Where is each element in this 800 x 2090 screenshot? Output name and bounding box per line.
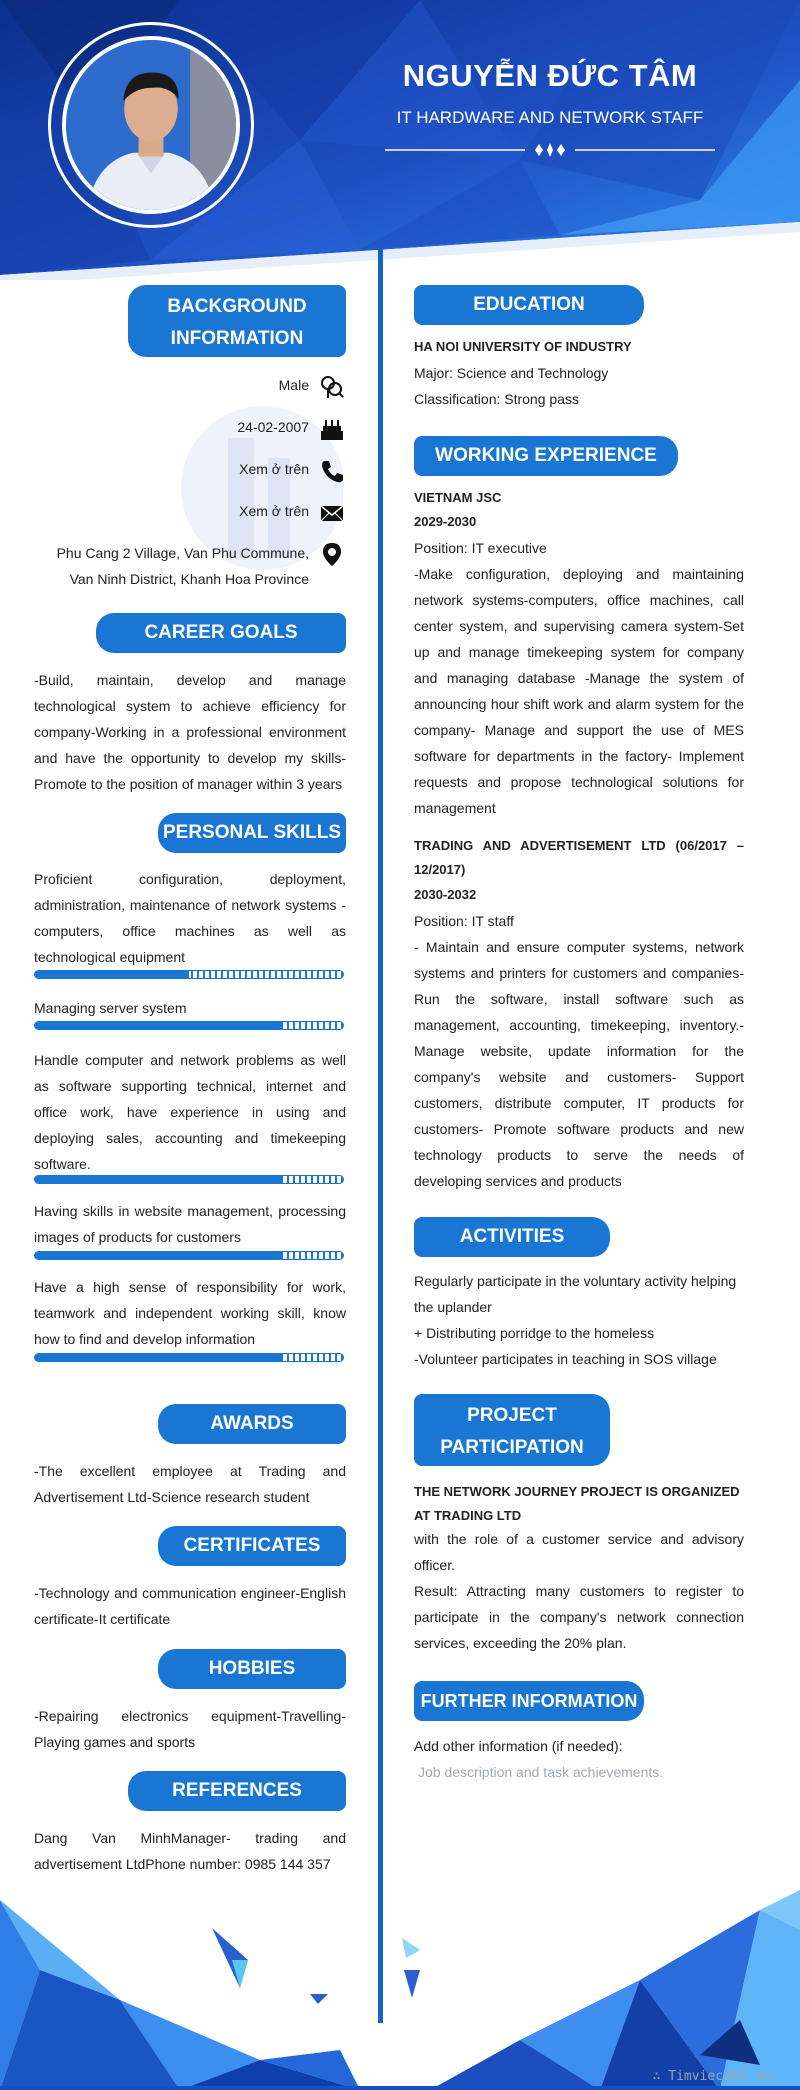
activity-item: Regularly participate in the voluntary activity helping the uplander	[414, 1273, 737, 1315]
hobbies-text: -Repairing electronics equipment-Travelling-Playing games and sports	[34, 1708, 346, 1750]
address-line-2: Van Ninh District, Khanh Hoa Province	[69, 571, 309, 587]
project-title: THE NETWORK JOURNEY PROJECT IS ORGANIZED AT TRADING LTD	[414, 1484, 740, 1523]
references-text: Dang Van MinhManager- trading and advertisement LtdPhone number: 0985 144 357	[34, 1830, 346, 1872]
info-email	[40, 498, 345, 528]
section-header-label: BACKGROUND	[167, 296, 307, 317]
info-phone	[40, 456, 345, 486]
skill-text: Having skills in website management, processing images of products for customers	[34, 1203, 346, 1245]
section-header-label: INFORMATION	[170, 328, 304, 349]
column-divider	[378, 248, 383, 2023]
experience-position: Position: IT staff	[414, 913, 514, 929]
skill-bar	[34, 1175, 344, 1184]
envelope-icon	[319, 500, 345, 526]
education-classification: Classification: Strong pass	[414, 391, 579, 407]
candidate-name: NGUYỄN ĐỨC TÂM	[402, 58, 698, 93]
profile-photo	[62, 36, 240, 214]
location-pin-icon	[319, 542, 345, 568]
section-header-label: PROJECT	[467, 1405, 557, 1426]
skill-bar	[34, 1251, 344, 1260]
email-value: Xem ở trên	[239, 503, 309, 519]
section-header-label: PARTICIPATION	[440, 1437, 584, 1458]
further-info-label: Add other information (if needed):	[414, 1738, 623, 1754]
section-header-project-participation	[414, 1394, 610, 1466]
address-line-1: Phu Cang 2 Village, Van Phu Commune,	[56, 545, 309, 561]
skill-text: Have a high sense of responsibility for work, teamwork and independent working skill, know how to find and develop information	[34, 1279, 346, 1347]
experience-period: 2029-2030	[414, 514, 477, 529]
education-school: HA NOI UNIVERSITY OF INDUSTRY	[414, 339, 632, 354]
skill-text: Proficient configuration, deployment, administration, maintenance of network systems - computers, office machines as well as technological equipment	[34, 871, 346, 965]
info-gender	[40, 372, 345, 402]
info-birthday	[40, 414, 345, 444]
section-header-education: EDUCATION	[414, 285, 644, 325]
skill-bar	[34, 970, 344, 979]
birthday-value: 24-02-2007	[237, 419, 309, 435]
skill-bar-fill	[35, 1354, 281, 1361]
section-header-activities: ACTIVITIES	[414, 1217, 610, 1257]
section-header-hobbies: HOBBIES	[158, 1649, 346, 1689]
awards-text: -The excellent employee at Trading and Advertisement Ltd-Science research student	[34, 1463, 346, 1505]
gender-icon	[319, 374, 345, 400]
section-header-awards: AWARDS	[158, 1404, 346, 1444]
experience-period: 2030-2032	[414, 887, 477, 902]
experience-description: -Make configuration, deploying and maintaining network systems-computers, office machines, call center system, and supervising camera system-Set up and manage timekeeping system for company and managing database -Manage the system of announcing hour shift work and alarm system for the company- Manage and support the use of MES software for departments in the factory- Implement requests and propose technological solutions for management	[414, 566, 744, 816]
further-info-placeholder[interactable]: Job description and task achievements.	[418, 1764, 664, 1780]
info-address	[40, 540, 345, 596]
phone-value: Xem ở trên	[239, 461, 309, 477]
section-header-certificates: CERTIFICATES	[158, 1526, 346, 1566]
birthday-cake-icon	[319, 416, 345, 442]
site-watermark: ∴ Timviec365.vn	[652, 2069, 770, 2084]
project-role: with the role of a customer service and advisory officer.	[414, 1531, 744, 1573]
experience-position: Position: IT executive	[414, 540, 547, 556]
experience-company: TRADING AND ADVERTISEMENT LTD (06/2017 – 12/2017)	[414, 838, 744, 877]
section-header-background-information	[128, 285, 346, 357]
skill-bar-fill	[35, 971, 189, 978]
job-title: IT HARDWARE AND NETWORK STAFF	[396, 108, 704, 127]
section-header-references: REFERENCES	[128, 1771, 346, 1811]
skill-text: Handle computer and network problems as well as software supporting technical, internet and office work, have experience in using and deploying sales, accounting and timekeeping software.	[34, 1052, 346, 1172]
skill-bar-fill	[35, 1176, 281, 1183]
footer-background	[0, 1890, 800, 2090]
activity-item: + Distributing porridge to the homeless	[414, 1325, 655, 1341]
experience-description: - Maintain and ensure computer systems, network systems and printers for customers and companies-Run the software, install software such as management, accounting, timekeeping, inventory.-Manage website, update information for the company's website and customers- Support customers, distribute computer, IT products for customers- Promote software products and new technology products to serve the needs of developing services and products	[414, 939, 744, 1189]
certificates-text: -Technology and communication engineer-English certificate-It certificate	[34, 1585, 346, 1627]
activity-item: -Volunteer participates in teaching in SOS village	[414, 1351, 717, 1367]
skill-bar	[34, 1021, 344, 1030]
title-divider-ornament	[385, 140, 715, 160]
project-result: Result: Attracting many customers to register to participate in the company's network connection services, exceeding the 20% plan.	[414, 1583, 744, 1651]
education-major: Major: Science and Technology	[414, 365, 609, 381]
career-goals-text: -Build, maintain, develop and manage technological system to achieve efficiency for company-Working in a professional environment and have the opportunity to develop my skills-Promote to the position of manager within 3 years	[34, 672, 346, 792]
section-header-working-experience: WORKING EXPERIENCE	[414, 436, 678, 476]
section-header-further-information: FURTHER INFORMATION	[414, 1681, 644, 1721]
section-header-career-goals: CAREER GOALS	[96, 613, 346, 653]
skill-bar-fill	[35, 1022, 281, 1029]
skill-bar-fill	[35, 1252, 281, 1259]
experience-company: VIETNAM JSC	[414, 490, 502, 505]
skill-bar	[34, 1353, 344, 1362]
gender-value: Male	[278, 377, 309, 393]
skill-text: Managing server system	[34, 1000, 187, 1016]
phone-icon	[319, 458, 345, 484]
section-header-personal-skills: PERSONAL SKILLS	[158, 813, 346, 853]
